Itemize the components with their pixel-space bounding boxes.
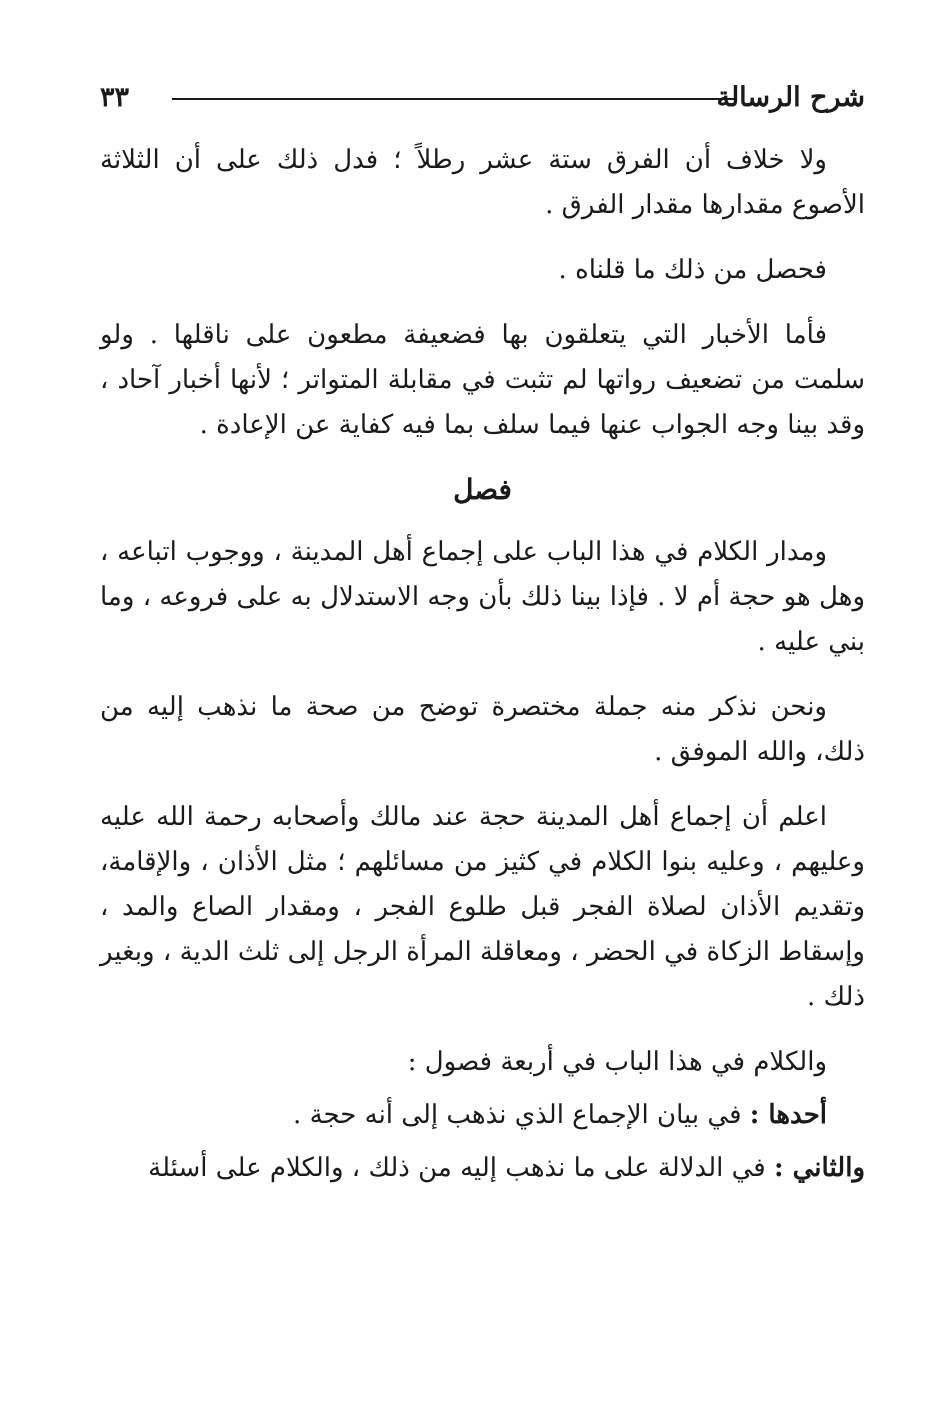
paragraph: ولا خلاف أن الفرق ستة عشر رطلاً ؛ فدل ذلك على أن الثلاثة الأصوع مقدارها مقدار الفرق . [100, 145, 865, 220]
header-rule [172, 98, 735, 100]
running-header [100, 78, 865, 118]
paragraph: والكلام في هذا الباب في أربعة فصول : [407, 1047, 827, 1077]
section-heading: فصل [453, 473, 512, 506]
list-item-text: في الدلالة على ما نذهب إليه من ذلك ، والكلام على أسئلة [148, 1153, 774, 1183]
header-title: شرح الرسالة [716, 82, 865, 113]
list-item [100, 1146, 865, 1191]
paragraph: اعلم أن إجماع أهل المدينة حجة عند مالك وأصحابه رحمة الله عليه وعليهم ، وعليه بنوا الكلام في كثيز من مسائلهم ؛ مثل الأذان ، والإقامة، وتقديم الأذان لصلاة الفجر قبل طلوع الفجر ، ومقدار الصاع والمد ، وإسقاط الزكاة في الحضر ، ومعاقلة المرأة الرجل إلى ثلث الدية ، وبغير ذلك . [100, 802, 865, 1012]
paragraph: ونحن نذكر منه جملة مختصرة توضح من صحة ما نذهب إليه من ذلك، والله الموفق . [100, 692, 865, 767]
paragraph: فحصل من ذلك ما قلناه . [558, 255, 827, 285]
list-item-lead: والثاني : [773, 1153, 865, 1183]
list-item [100, 1093, 865, 1138]
paragraph: فأما الأخبار التي يتعلقون بها فضعيفة مطعون على ناقلها . ولو سلمت من تضعيف رواتها لم تثبت في مقابلة المتواتر ؛ لأنها أخبار آحاد ، وقد بينا وجه الجواب عنها فيما سلف بما فيه كفاية عن الإعادة . [100, 320, 865, 440]
paragraph: ومدار الكلام في هذا الباب على إجماع أهل المدينة ، ووجوب اتباعه ، وهل هو حجة أم لا . فإذا بينا ذلك بأن وجه الاستدلال به على فروعه ، وما بني عليه . [100, 537, 865, 657]
list-item-text: في بيان الإجماع الذي نذهب إلى أنه حجة . [293, 1100, 750, 1130]
list-item-lead: أحدها : [749, 1100, 827, 1130]
page-body [100, 138, 865, 1211]
page-number: ٣٣ [100, 82, 130, 113]
